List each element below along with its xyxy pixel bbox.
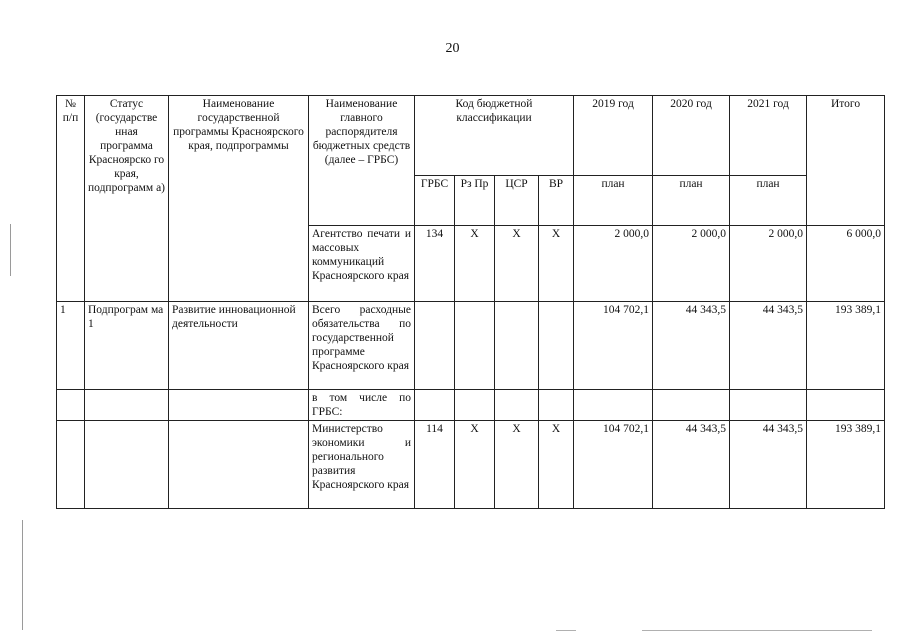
value-2019-cell xyxy=(574,390,653,421)
num-cell: 1 xyxy=(57,302,85,390)
rzpr-cell: Х xyxy=(455,226,495,302)
value-2021-cell xyxy=(730,390,807,421)
program-name-cell xyxy=(169,390,309,421)
csr-cell xyxy=(495,302,539,390)
table-row xyxy=(57,390,885,421)
header-2019: 2019 год xyxy=(574,96,653,176)
page-number: 20 xyxy=(445,41,460,56)
grbs-name-cell: Всего расходные обязательства по государственной программе Красноярского края xyxy=(309,302,415,390)
header-2020: 2020 год xyxy=(653,96,730,176)
rzpr-cell: Х xyxy=(455,421,495,509)
header-rzpr: Рз Пр xyxy=(455,176,495,226)
status-cell: Подпрограм ма 1 xyxy=(85,302,169,390)
header-budget-code: Код бюджетной классификации xyxy=(415,96,574,176)
vr-cell xyxy=(539,302,574,390)
grbs-name-cell: Агентство печати и массовых коммуникаций Красноярского края xyxy=(309,226,415,302)
left-margin-line xyxy=(10,224,11,276)
status-cell xyxy=(85,390,169,421)
header-plan-2021: план xyxy=(730,176,807,226)
header-grbs: ГРБС xyxy=(415,176,455,226)
program-name-cell xyxy=(169,421,309,509)
num-cell xyxy=(57,421,85,509)
num-cell xyxy=(57,390,85,421)
value-2020-cell: 2 000,0 xyxy=(653,226,730,302)
vr-cell xyxy=(539,390,574,421)
value-2020-cell: 44 343,5 xyxy=(653,302,730,390)
total-cell: 6 000,0 xyxy=(807,226,885,302)
header-csr: ЦСР xyxy=(495,176,539,226)
header-vr: ВР xyxy=(539,176,574,226)
value-2020-cell xyxy=(653,390,730,421)
rzpr-cell xyxy=(455,302,495,390)
vr-cell: Х xyxy=(539,226,574,302)
header-num: № п/п xyxy=(57,96,85,302)
total-cell xyxy=(807,390,885,421)
value-2020-cell: 44 343,5 xyxy=(653,421,730,509)
bottom-scan-line xyxy=(556,630,576,631)
left-margin-line-lower xyxy=(22,520,23,630)
value-2021-cell: 44 343,5 xyxy=(730,302,807,390)
grbs-code-cell xyxy=(415,302,455,390)
header-plan-2019: план xyxy=(574,176,653,226)
grbs-name-cell: в том числе по ГРБС: xyxy=(309,390,415,421)
total-cell: 193 389,1 xyxy=(807,421,885,509)
csr-cell xyxy=(495,390,539,421)
vr-cell: Х xyxy=(539,421,574,509)
value-2021-cell: 44 343,5 xyxy=(730,421,807,509)
header-program-name: Наименование государственной программы Красноярского края, подпрограммы xyxy=(169,96,309,302)
total-cell: 193 389,1 xyxy=(807,302,885,390)
status-cell xyxy=(85,421,169,509)
grbs-name-cell: Министерство экономики и регионального развития Красноярского края xyxy=(309,421,415,509)
header-plan-2020: план xyxy=(653,176,730,226)
grbs-code-cell: 134 xyxy=(415,226,455,302)
value-2019-cell: 104 702,1 xyxy=(574,421,653,509)
rzpr-cell xyxy=(455,390,495,421)
header-total: Итого xyxy=(807,96,885,226)
budget-table xyxy=(56,95,885,509)
value-2019-cell: 2 000,0 xyxy=(574,226,653,302)
table-row xyxy=(57,421,885,509)
value-2021-cell: 2 000,0 xyxy=(730,226,807,302)
header-row xyxy=(57,96,885,176)
header-status: Статус (государстве нная программа Красноярско го края, подпрограмм а) xyxy=(85,96,169,302)
value-2019-cell: 104 702,1 xyxy=(574,302,653,390)
table-row xyxy=(57,302,885,390)
csr-cell: Х xyxy=(495,421,539,509)
header-grbs-name: Наименование главного распорядителя бюджетных средств (далее – ГРБС) xyxy=(309,96,415,226)
header-2021: 2021 год xyxy=(730,96,807,176)
grbs-code-cell: 114 xyxy=(415,421,455,509)
grbs-code-cell xyxy=(415,390,455,421)
bottom-scan-line-right xyxy=(642,630,872,631)
program-name-cell: Развитие инновационной деятельности xyxy=(169,302,309,390)
csr-cell: Х xyxy=(495,226,539,302)
